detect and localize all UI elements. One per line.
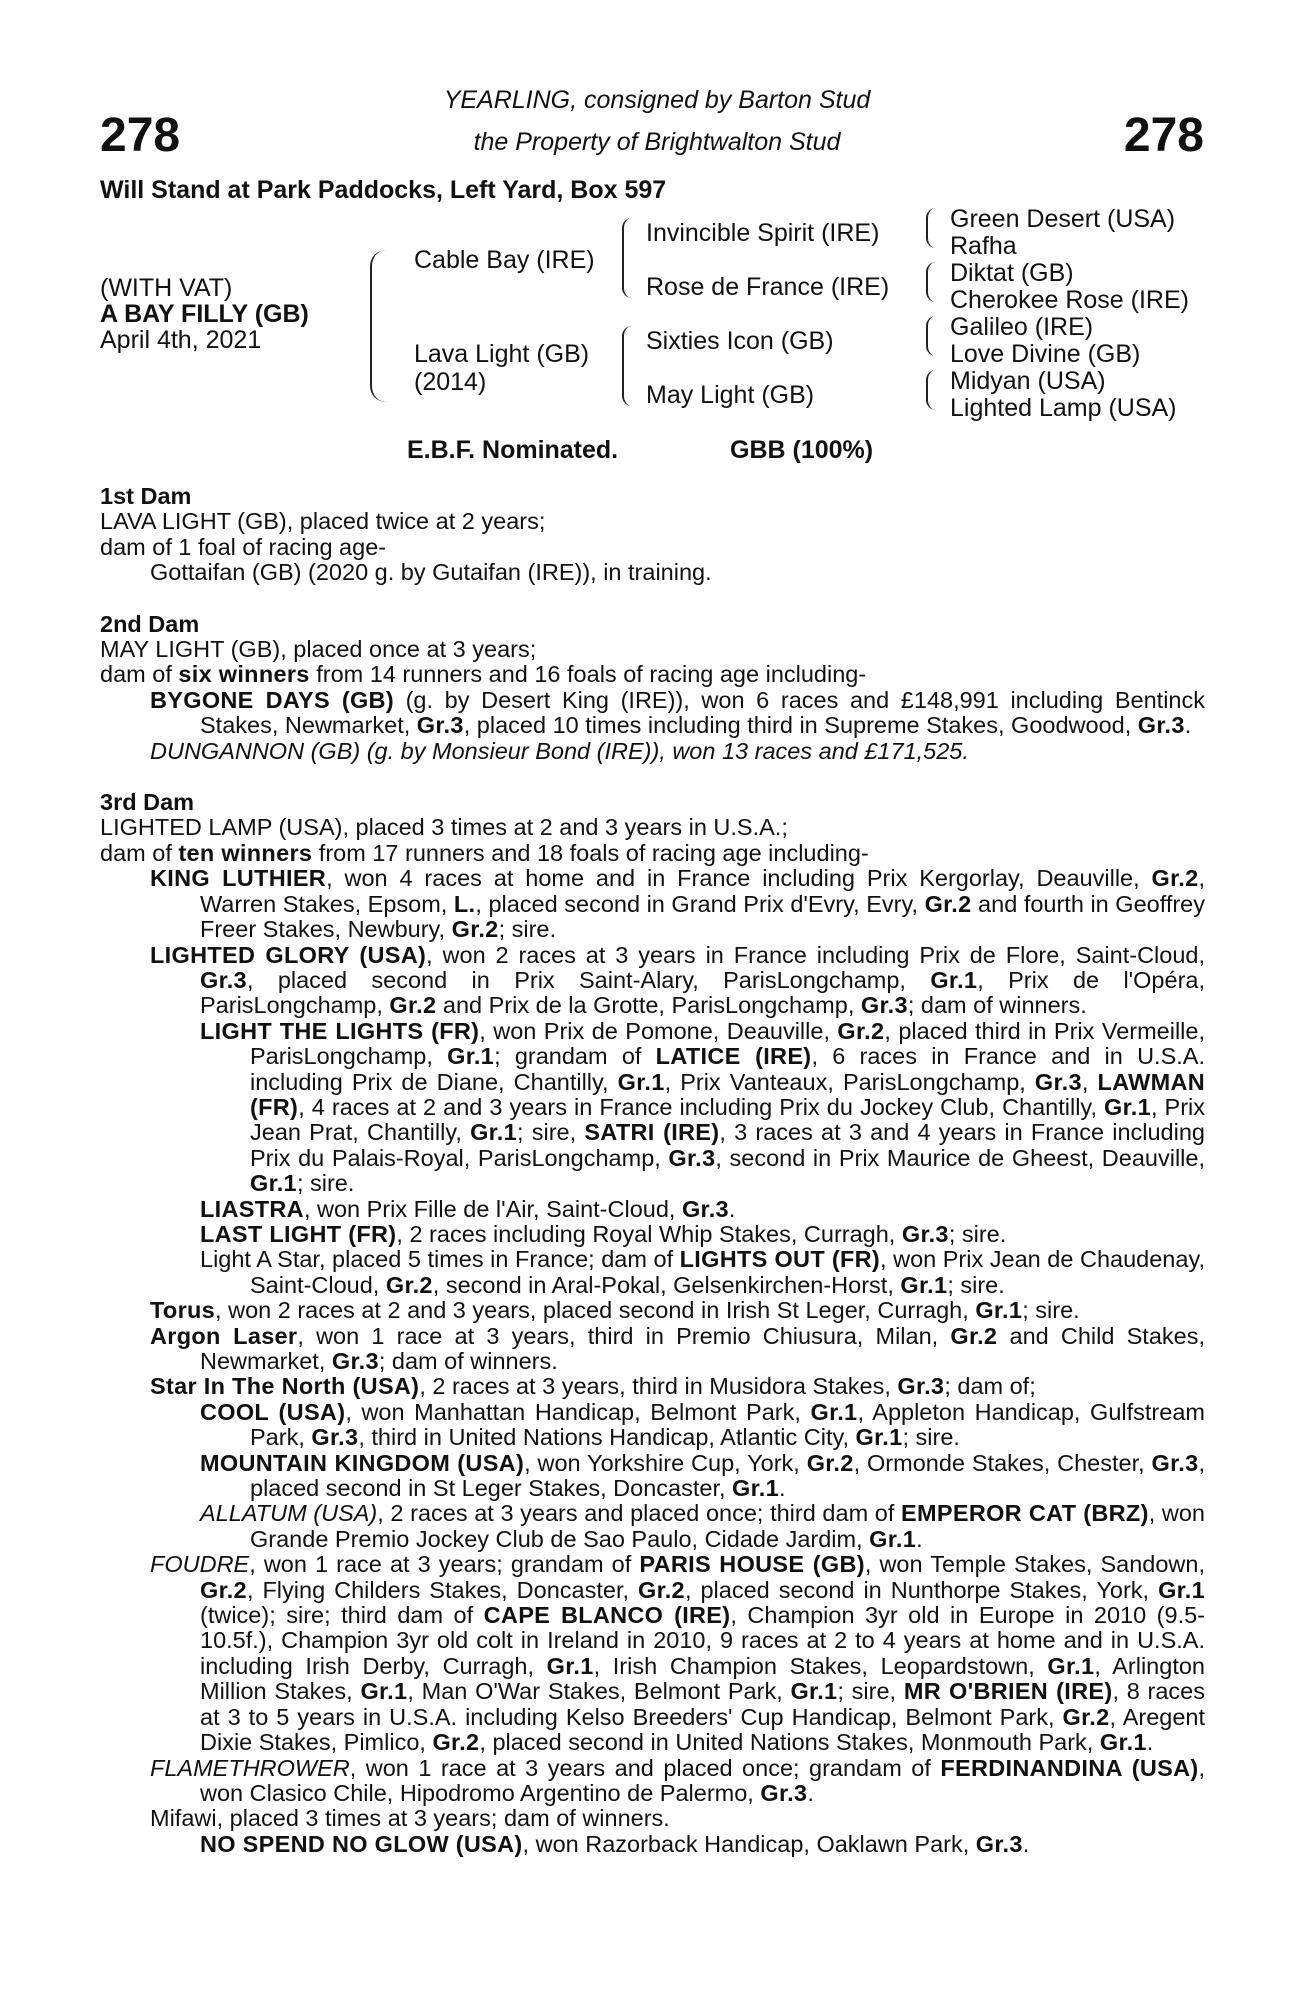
entry-torus: Torus, won 2 races at 2 and 3 years, placed second in Irish St Leger, Curragh, Gr.1; sire. xyxy=(150,1297,1080,1324)
pedigree-g3-3: Diktat (GB) xyxy=(950,259,1074,287)
entry-lighted-glory: LIGHTED GLORY (USA), won 2 races at 3 years in France including Prix de Flore, Saint-Cloud, Gr.3, placed second in Prix Saint-Alary, ParisLongchamp, Gr.1, Prix de l'Opéra, ParisLongchamp, Gr.2 and Prix de la Grotte, ParisLongchamp, Gr.3; dam of winners. xyxy=(150,941,1206,1019)
g3-brace-3 xyxy=(926,316,938,356)
entry-mifawi: Mifawi, placed 3 times at 3 years; dam of winners. xyxy=(150,1805,670,1832)
pedigree-sire-sire: Invincible Spirit (IRE) xyxy=(646,219,880,247)
entry-dungannon: DUNGANNON (GB) (g. by Monsieur Bond (IRE)), won 13 races and £171,525. xyxy=(150,737,969,764)
g3-brace-1 xyxy=(926,208,938,248)
pedigree-g3-6: Love Divine (GB) xyxy=(950,340,1141,368)
g3-brace-2 xyxy=(926,262,938,302)
horse-name: A BAY FILLY (GB) xyxy=(100,300,309,328)
entry-king-luthier: KING LUTHIER, won 4 races at home and in France including Prix Kergorlay, Deauville, Gr.2, Warren Stakes, Epsom, L., placed second in Grand Prix d'Evry, Evry, Gr.2 and fourth in Geoffrey Freer Stakes, Newbury, Gr.2; sire. xyxy=(150,865,1206,943)
entry-last-light: LAST LIGHT (FR), 2 races including Royal Whip Stakes, Curragh, Gr.3; sire. xyxy=(200,1220,1007,1247)
stand-location: Will Stand at Park Paddocks, Left Yard, Box 597 xyxy=(100,176,667,204)
pedigree-g3-5: Galileo (IRE) xyxy=(950,313,1094,341)
pedigree-g3-4: Cherokee Rose (IRE) xyxy=(950,286,1189,314)
pedigree-dam: Lava Light (GB) xyxy=(414,340,590,368)
entry-allatum: ALLATUM (USA), 2 races at 3 years and placed once; third dam of EMPEROR CAT (BRZ), won Grande Premio Jockey Club de Sao Paulo, Cidade Jardim, Gr.1. xyxy=(200,1500,1205,1552)
pedigree-sire: Cable Bay (IRE) xyxy=(414,246,595,274)
lot-number-right: 278 xyxy=(1123,109,1204,162)
catalogue-body xyxy=(100,484,1205,1857)
entry-argon-laser: Argon Laser, won 1 race at 3 years, third in Premio Chiusura, Milan, Gr.2 and Child Stakes, Newmarket, Gr.3; dam of winners. xyxy=(150,1322,1205,1374)
pedigree-g3-7: Midyan (USA) xyxy=(950,367,1106,395)
horse-dob: April 4th, 2021 xyxy=(100,326,262,354)
entry-no-spend-no-glow: NO SPEND NO GLOW (USA), won Razorback Handicap, Oaklawn Park, Gr.3. xyxy=(200,1830,1030,1857)
third-dam-foals: dam of ten winners from 17 runners and 18 foals of racing age including- xyxy=(100,839,869,866)
gbb-note: GBB (100%) xyxy=(730,436,874,464)
property-line: the Property of Brightwalton Stud xyxy=(473,128,841,156)
pedigree-dam-dam: May Light (GB) xyxy=(646,381,815,409)
dam-brace xyxy=(622,326,634,406)
pedigree-g3-8: Lighted Lamp (USA) xyxy=(950,394,1177,422)
g3-brace-4 xyxy=(926,370,938,410)
first-dam-line: LAVA LIGHT (GB), placed twice at 2 years; xyxy=(100,508,546,535)
third-dam-line: LIGHTED LAMP (USA), placed 3 times at 2 and 3 years in U.S.A.; xyxy=(100,814,788,841)
second-dam-line: MAY LIGHT (GB), placed once at 3 years; xyxy=(100,636,537,663)
third-dam-heading: 3rd Dam xyxy=(100,789,195,816)
pedigree-sire-dam: Rose de France (IRE) xyxy=(646,273,890,301)
entry-light-the-lights: LIGHT THE LIGHTS (FR), won Prix de Pomone, Deauville, Gr.2, placed third in Prix Vermeille, ParisLongchamp, Gr.1; grandam of LATICE (IRE), 6 races in France and in U.S.A. including Prix de Diane, Chantilly, Gr.1, Prix Vanteaux, ParisLongchamp, Gr.3, LAWMAN (FR), 4 races at 2 and 3 years in France including Prix du Jockey Club, Chantilly, Gr.1, Prix Jean Prat, Chantilly, Gr.1; sire, SATRI (IRE), 3 races at 3 and 4 years in France including Prix du Palais-Royal, ParisLongchamp, Gr.3, second in Prix Maurice de Gheest, Deauville, Gr.1; sire. xyxy=(200,1017,1206,1197)
sire-brace xyxy=(622,218,634,298)
first-dam-heading: 1st Dam xyxy=(100,483,192,509)
pedigree-g3-1: Green Desert (USA) xyxy=(950,205,1176,233)
lot-number-left: 278 xyxy=(100,109,181,162)
pedigree-brace xyxy=(370,250,386,402)
entry-foudre: FOUDRE, won 1 race at 3 years; grandam of PARIS HOUSE (GB), won Temple Stakes, Sandown, Gr.2, Flying Childers Stakes, Doncaster, Gr.2, placed second in Nunthorpe Stakes, York, Gr.1 (twice); sire; third dam of CAPE BLANCO (IRE), Champion 3yr old in Europe in 2010 (9.5-10.5f.), Champion 3yr old colt in Ireland in 2010, 9 races at 2 to 4 years at home and in U.S.A. including Irish Derby, Curragh, Gr.1, Irish Champion Stakes, Leopardstown, Gr.1, Arlington Million Stakes, Gr.1, Man O'War Stakes, Belmont Park, Gr.1; sire, MR O'BRIEN (IRE), 8 races at 3 to 5 years in U.S.A. including Kelso Breeders' Cup Handicap, Belmont Park, Gr.2, Aregent Dixie Stakes, Pimlico, Gr.2, placed second in United Nations Stakes, Monmouth Park, Gr.1. xyxy=(150,1551,1206,1756)
entry-bygone-days: BYGONE DAYS (GB) (g. by Desert King (IRE)), won 6 races and £148,991 including Bentinck Stakes, Newmarket, Gr.3, placed 10 times including third in Supreme Stakes, Goodwood, Gr.3. xyxy=(150,686,1205,739)
entry-star-in-the-north: Star In The North (USA), 2 races at 3 years, third in Musidora Stakes, Gr.3; dam of; xyxy=(150,1373,1036,1400)
entry-mountain-kingdom: MOUNTAIN KINGDOM (USA), won Yorkshire Cup, York, Gr.2, Ormonde Stakes, Chester, Gr.3, placed second in St Leger Stakes, Doncaster, Gr.1. xyxy=(200,1449,1205,1502)
ebf-note: E.B.F. Nominated. xyxy=(407,436,619,464)
second-dam-foals: dam of six winners from 14 runners and 16 foals of racing age including- xyxy=(100,661,867,688)
second-dam-heading: 2nd Dam xyxy=(100,610,200,637)
entry-light-a-star: Light A Star, placed 5 times in France; dam of LIGHTS OUT (FR), won Prix Jean de Chaudenay, Saint-Cloud, Gr.2, second in Aral-Pokal, Gelsenkirchen-Horst, Gr.1; sire. xyxy=(200,1246,1205,1298)
entry-liastra: LIASTRA, won Prix Fille de l'Air, Saint-Cloud, Gr.3. xyxy=(200,1195,736,1222)
pedigree-dam-year: (2014) xyxy=(414,368,487,396)
consignor-line: YEARLING, consigned by Barton Stud xyxy=(443,86,871,114)
first-dam-progeny: Gottaifan (GB) (2020 g. by Gutaifan (IRE)), in training. xyxy=(150,559,712,586)
vat-note: (WITH VAT) xyxy=(100,274,233,302)
first-dam-foals: dam of 1 foal of racing age- xyxy=(100,533,387,560)
entry-flamethrower: FLAMETHROWER, won 1 race at 3 years and placed once; grandam of FERDINANDINA (USA), won Clasico Chile, Hipodromo Argentino de Palermo, Gr.3. xyxy=(150,1754,1206,1806)
pedigree-dam-sire: Sixties Icon (GB) xyxy=(646,327,834,355)
entry-cool: COOL (USA), won Manhattan Handicap, Belmont Park, Gr.1, Appleton Handicap, Gulfstream Park, Gr.3, third in United Nations Handicap, Atlantic City, Gr.1; sire. xyxy=(200,1398,1205,1451)
pedigree-g3-2: Rafha xyxy=(950,232,1017,260)
